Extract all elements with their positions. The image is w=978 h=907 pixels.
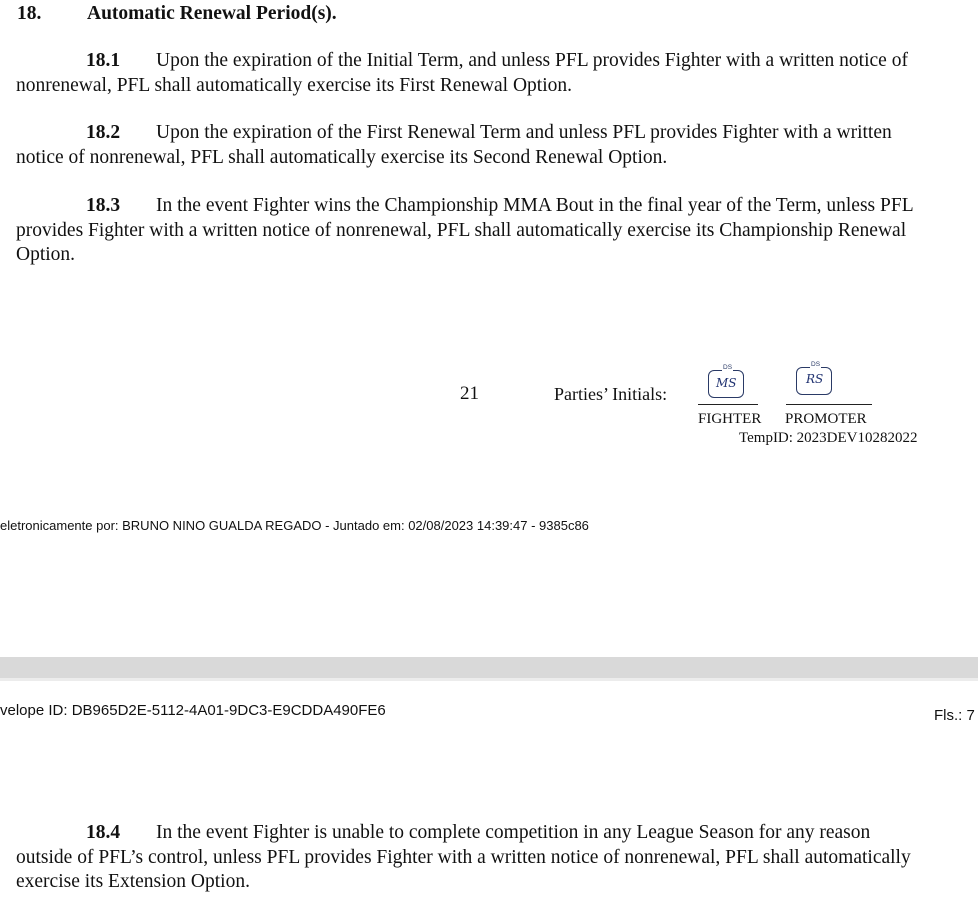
paragraph-number: 18.3 bbox=[86, 195, 121, 216]
temp-id: TempID: 2023DEV10282022 bbox=[739, 430, 918, 446]
promoter-signature-line bbox=[786, 404, 872, 405]
fighter-signature-line bbox=[698, 404, 758, 405]
paragraph-text: Upon the expiration of the First Renewal Term and unless PFL provides Fighter with a written notice of nonrenewal, PFL shall automatically exercise its Second Renewal Option. bbox=[16, 122, 892, 168]
initials-label: Parties’ Initials: bbox=[554, 384, 668, 404]
section-title: Automatic Renewal Period(s). bbox=[87, 3, 337, 24]
paragraph-text: Upon the expiration of the Initial Term, and unless PFL provides Fighter with a written notice of nonrenewal, PFL shall automatically exercise its First Renewal Option. bbox=[16, 50, 908, 96]
paragraph-text: In the event Fighter is unable to complete competition in any League Season for any reason outside of PFL’s control, unless PFL provides Fighter with a written notice of nonrenewal, PFL shall automatically exercise its Extension Option. bbox=[16, 822, 911, 892]
promoter-ds-tag: DS bbox=[811, 361, 821, 368]
section-number: 18. bbox=[17, 3, 42, 24]
promoter-caption: PROMOTER bbox=[785, 411, 867, 427]
paragraph-18-1 bbox=[16, 49, 916, 98]
fighter-caption: FIGHTER bbox=[698, 411, 762, 427]
paragraph-number: 18.2 bbox=[86, 122, 121, 143]
promoter-initials-signature: RS bbox=[806, 372, 824, 386]
page-separator-edge bbox=[0, 678, 978, 681]
page-number: 21 bbox=[460, 383, 479, 404]
envelope-id: velope ID: DB965D2E-5112-4A01-9DC3-E9CDDA490FE6 bbox=[0, 702, 386, 719]
paragraph-18-4 bbox=[16, 821, 916, 895]
paragraph-number: 18.1 bbox=[86, 50, 121, 71]
paragraph-number: 18.4 bbox=[86, 822, 121, 843]
section-heading bbox=[17, 3, 337, 25]
electronic-signature-stamp: eletronicamente por: BRUNO NINO GUALDA REGADO - Juntado em: 02/08/2023 14:39:47 - 9385c86 bbox=[0, 518, 589, 533]
folio-label: Fls.: 7 bbox=[934, 707, 975, 724]
paragraph-18-3 bbox=[16, 194, 916, 268]
paragraph-18-2 bbox=[16, 121, 916, 170]
fighter-initials-signature: MS bbox=[716, 376, 737, 390]
fighter-ds-tag: DS bbox=[723, 364, 733, 371]
paragraph-text: In the event Fighter wins the Championship MMA Bout in the final year of the Term, unless PFL provides Fighter with a written notice of nonrenewal, PFL shall automatically exercise its Championship Renewal Option. bbox=[16, 195, 913, 265]
